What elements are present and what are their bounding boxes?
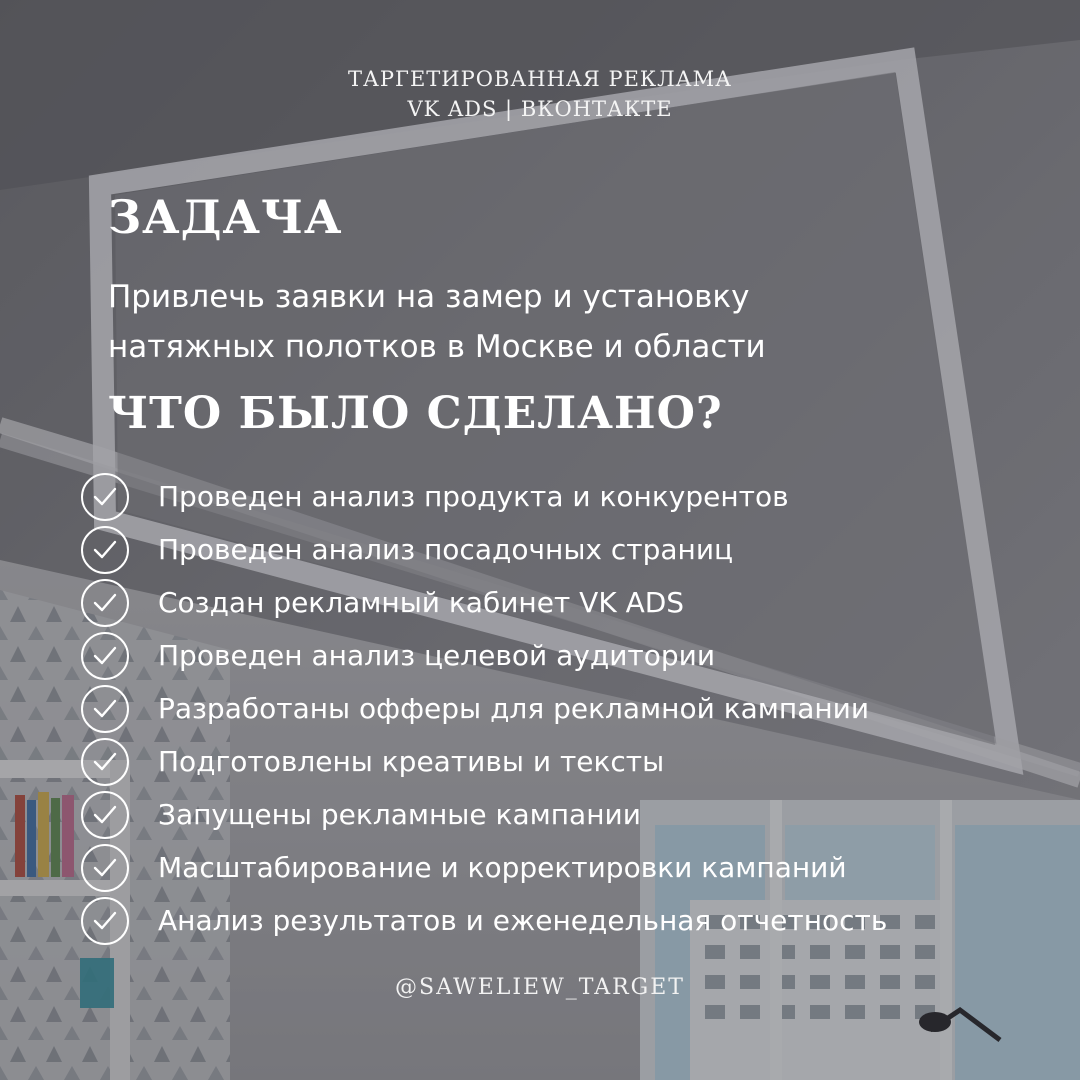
done-list xyxy=(80,470,1060,947)
list-item-label: Проведен анализ посадочных страниц xyxy=(158,533,734,566)
list-item-label: Проведен анализ продукта и конкурентов xyxy=(158,480,789,513)
top-caption xyxy=(0,64,1080,124)
list-item xyxy=(80,841,1060,894)
list-item xyxy=(80,576,1060,629)
caption-line-2: VK ADS | ВКОНТАКТЕ xyxy=(407,97,673,121)
list-item-label: Запущены рекламные кампании xyxy=(158,798,641,831)
list-item xyxy=(80,682,1060,735)
task-description xyxy=(108,272,1008,372)
caption-line-1: ТАРГЕТИРОВАННАЯ РЕКЛАМА xyxy=(348,67,732,91)
list-item xyxy=(80,470,1060,523)
list-item xyxy=(80,788,1060,841)
list-item-label: Подготовлены креативы и тексты xyxy=(158,745,665,778)
list-item xyxy=(80,629,1060,682)
list-item xyxy=(80,735,1060,788)
check-circle-icon xyxy=(80,472,130,522)
list-item-label: Создан рекламный кабинет VK ADS xyxy=(158,586,685,619)
check-circle-icon xyxy=(80,684,130,734)
check-circle-icon xyxy=(80,631,130,681)
check-circle-icon xyxy=(80,578,130,628)
check-circle-icon xyxy=(80,843,130,893)
check-circle-icon xyxy=(80,737,130,787)
list-item-label: Масштабирование и корректировки кампаний xyxy=(158,851,847,884)
check-circle-icon xyxy=(80,896,130,946)
task-line-1: Привлечь заявки на замер и установку xyxy=(108,279,750,315)
list-item xyxy=(80,894,1060,947)
task-heading: ЗАДАЧА xyxy=(108,190,343,244)
task-line-2: натяжных полотков в Москве и области xyxy=(108,329,766,365)
list-item-label: Проведен анализ целевой аудитории xyxy=(158,639,716,672)
author-handle: @SAWELIEW_TARGET xyxy=(395,975,685,1000)
list-item xyxy=(80,523,1060,576)
list-item-label: Разработаны офферы для рекламной кампании xyxy=(158,692,870,725)
check-circle-icon xyxy=(80,525,130,575)
done-heading: ЧТО БЫЛО СДЕЛАНО? xyxy=(108,388,723,439)
list-item-label: Анализ результатов и еженедельная отчетность xyxy=(158,904,888,937)
check-circle-icon xyxy=(80,790,130,840)
